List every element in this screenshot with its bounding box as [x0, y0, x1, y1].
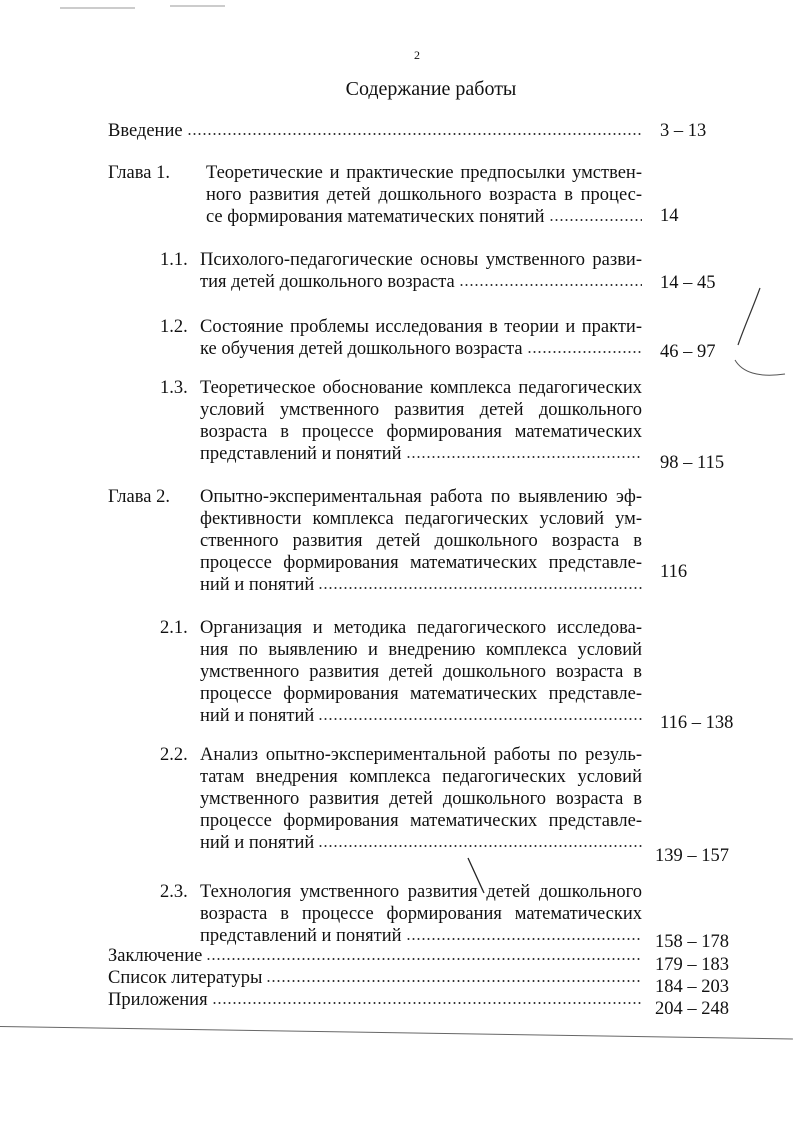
- toc-line: се формирования математических понятий: [206, 207, 545, 227]
- pen-stroke-right: [738, 288, 760, 345]
- toc-entry-number: 2.3.: [160, 882, 188, 902]
- toc-line: ственного развития детей дошкольного возраста в: [200, 531, 642, 551]
- scan-artifact-top: [60, 6, 225, 8]
- toc-line: Приложения: [108, 990, 208, 1010]
- toc-entry-number: 2.1.: [160, 618, 188, 638]
- toc-page-range: 204 – 248: [655, 999, 729, 1019]
- toc-line: Опытно-экспериментальная работа по выявлению эф-: [200, 487, 642, 507]
- toc-line: Заключение: [108, 946, 203, 966]
- toc-line: ке обучения детей дошкольного возраста: [200, 339, 523, 359]
- toc-page-range: 139 – 157: [655, 846, 729, 866]
- toc-line: Список литературы: [108, 968, 263, 988]
- toc-line: Состояние проблемы исследования в теории и практи-: [200, 317, 642, 337]
- toc-page-range: 179 – 183: [655, 955, 729, 975]
- toc-entry-number: 1.1.: [160, 250, 188, 270]
- toc-line: представлений и понятий: [200, 926, 402, 946]
- toc-line: умственного развития детей дошкольного возраста в: [200, 789, 642, 809]
- toc-page-range: 116: [660, 562, 688, 582]
- toc-page-range: 3 – 13: [660, 121, 707, 141]
- toc-line: условий умственного развития детей дошкольного: [200, 400, 642, 420]
- pen-stroke-center: [468, 858, 484, 893]
- toc-page-range: 46 – 97: [660, 342, 716, 362]
- toc-line: процессе формирования математических представле-: [200, 553, 642, 573]
- toc-line: ний и понятий: [200, 833, 315, 853]
- toc-line: представлений и понятий: [200, 444, 402, 464]
- toc-page-range: 184 – 203: [655, 977, 729, 997]
- toc-entry-number: 1.3.: [160, 378, 188, 398]
- toc-page-range: 158 – 178: [655, 932, 729, 952]
- toc-line: возраста в процессе формирования математических: [200, 422, 642, 442]
- toc-line: процессе формирования математических представле-: [200, 684, 642, 704]
- toc-line: умственного развития детей дошкольного возраста в: [200, 662, 642, 682]
- toc-line: Технология умственного развития детей дошкольного: [200, 882, 642, 902]
- toc-line: Анализ опытно-экспериментальной работы по резуль-: [200, 745, 642, 765]
- toc-page-range: 98 – 115: [660, 453, 725, 473]
- toc-line: ного развития детей дошкольного возраста в процес-: [206, 185, 642, 205]
- toc-entry-number: Глава 2.: [108, 487, 170, 507]
- pen-stroke-right-tail: [735, 360, 785, 375]
- toc-line: татам внедрения комплекса педагогических условий: [200, 767, 642, 787]
- toc-line: фективности комплекса педагогических условий ум-: [200, 509, 642, 529]
- toc-line: Теоретические и практические предпосылки умствен-: [206, 163, 642, 183]
- toc-line: Введение: [108, 121, 183, 141]
- toc-line: Организация и методика педагогического исследова-: [200, 618, 642, 638]
- toc-entry-number: 2.2.: [160, 745, 188, 765]
- toc-line: Психолого-педагогические основы умственного разви-: [200, 250, 642, 270]
- toc-line: ний и понятий: [200, 575, 315, 595]
- page-number: 2: [414, 48, 420, 62]
- page-title: Содержание работы: [345, 78, 517, 100]
- toc-page-range: 14 – 45: [660, 273, 716, 293]
- toc-page-range: 14: [660, 206, 679, 226]
- toc-entry-number: 1.2.: [160, 317, 188, 337]
- toc-line: процессе формирования математических представле-: [200, 811, 642, 831]
- toc-entry-number: Глава 1.: [108, 163, 170, 183]
- toc-line: ния по выявлению и внедрению комплекса условий: [200, 640, 642, 660]
- toc-line: возраста в процессе формирования математических: [200, 904, 642, 924]
- toc-line: ний и понятий: [200, 706, 315, 726]
- toc-line: Теоретическое обоснование комплекса педагогических: [200, 378, 642, 398]
- toc-line: тия детей дошкольного возраста: [200, 272, 455, 292]
- toc-page-range: 116 – 138: [660, 713, 734, 733]
